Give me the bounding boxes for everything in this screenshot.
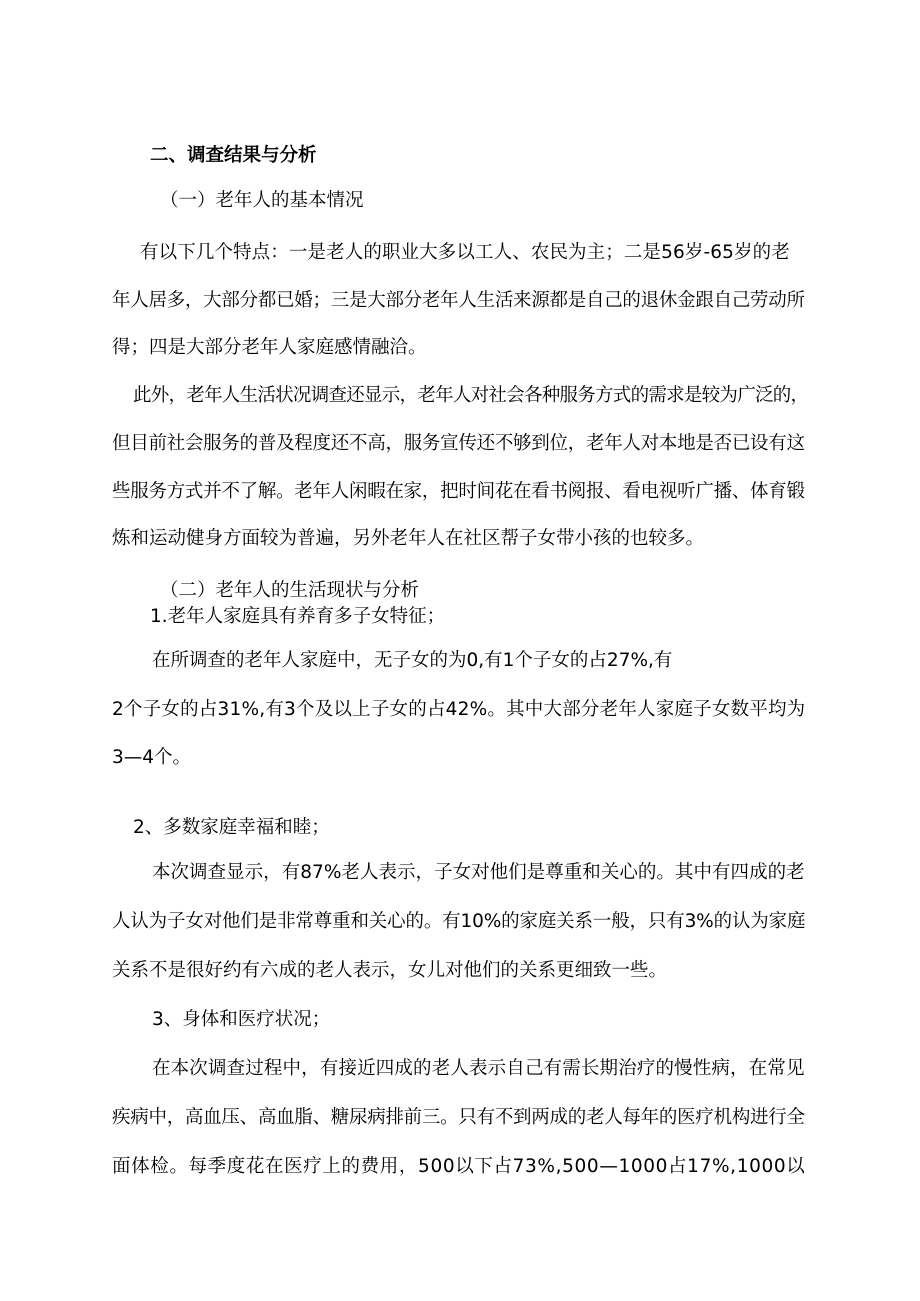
paragraph-line: 年人居多，大部分都已婚；三是大部分老年人生活来源都是自己的退休金跟自己劳动所 xyxy=(112,290,805,311)
paragraph-line: 此外，老年人生活状况调查还显示，老年人对社会各种服务方式的需求是较为广泛的， xyxy=(133,385,809,406)
paragraph-line: 人认为子女对他们是非常尊重和关心的。有10%的家庭关系一般，只有3%的认为家庭 xyxy=(112,911,805,932)
item-title-family-harmony: 2、多数家庭幸福和睦； xyxy=(133,817,330,838)
paragraph-line: 在所调查的老年人家庭中，无子女的为0,有1个子女的占27%,有 xyxy=(152,650,673,671)
paragraph-line: 2个子女的占31%,有3个及以上子女的占42%。其中大部分老年人家庭子女数平均为 xyxy=(112,699,805,720)
subsection-title-living-status: （二）老年人的生活现状与分析 xyxy=(160,580,420,601)
subsection-title-basic-info: （一）老年人的基本情况 xyxy=(160,190,364,211)
paragraph-line: 得；四是大部分老年人家庭感情融洽。 xyxy=(112,337,427,358)
paragraph-line: 但目前社会服务的普及程度还不高，服务宣传还不够到位，老年人对本地是否已设有这 xyxy=(112,433,805,454)
item-title-children: 1.老年人家庭具有养育多子女特征； xyxy=(150,606,446,627)
paragraph-line: 炼和运动健身方面较为普遍，另外老年人在社区帮子女带小孩的也较多。 xyxy=(112,528,705,549)
item-title-health-medical: 3、身体和医疗状况； xyxy=(152,1009,331,1030)
paragraph-line: 本次调查显示，有87%老人表示，子女对他们是尊重和关心的。其中有四成的老 xyxy=(152,862,805,883)
paragraph-line: 有以下几个特点：一是老人的职业大多以工人、农民为主；二是56岁-65岁的老 xyxy=(140,242,790,263)
paragraph-line: 些服务方式并不了解。老年人闲暇在家，把时间花在看书阅报、看电视听广播、体育锻 xyxy=(112,481,805,502)
paragraph-line: 疾病中，高血压、高血脂、糖尿病排前三。只有不到两成的老人每年的医疗机构进行全 xyxy=(112,1107,805,1128)
section-title: 二、调查结果与分析 xyxy=(150,145,317,166)
paragraph-line: 关系不是很好约有六成的老人表示，女儿对他们的关系更细致一些。 xyxy=(112,960,668,981)
paragraph-line: 在本次调查过程中，有接近四成的老人表示自己有需长期治疗的慢性病，在常见 xyxy=(152,1058,805,1079)
paragraph-line: 面体检。每季度花在医疗上的费用，500以下占73%,500—1000占17%,1000以 xyxy=(112,1156,805,1177)
paragraph-line: 3—4个。 xyxy=(112,747,192,768)
